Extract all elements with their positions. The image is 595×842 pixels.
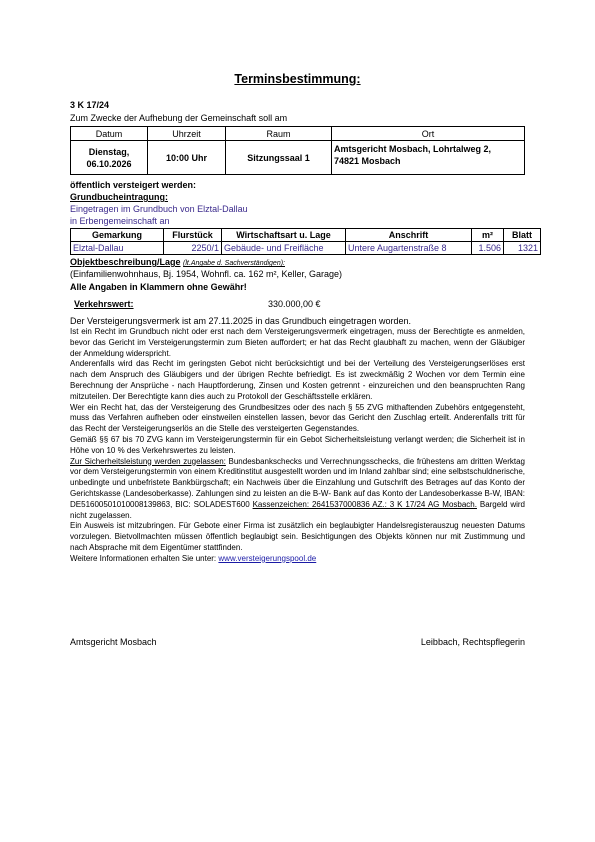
parcel-wirtschaftsart: Gebäude- und Freifläche (222, 242, 346, 255)
page-title: Terminsbestimmung: (234, 72, 361, 86)
legal-text-block (70, 327, 525, 565)
object-description: (Einfamilienwohnhaus, Bj. 1954, Wohnfl. ca. 162 m², Keller, Garage) (70, 269, 342, 279)
info-link[interactable]: www.versteigerungspool.de (218, 553, 317, 563)
object-disclaimer: Alle Angaben in Klammern ohne Gewähr! (70, 282, 247, 292)
parcel-flurstueck: 2250/1 (164, 242, 222, 255)
registration-note: Der Versteigerungsvermerk ist am 27.11.2025 in das Grundbuch eingetragen worden. (70, 316, 412, 326)
parcel-header-flurstueck: Flurstück (164, 229, 222, 242)
parcel-anschrift: Untere Augartenstraße 8 (346, 242, 472, 255)
schedule-table (70, 126, 525, 175)
paragraph-6: Ein Ausweis ist mitzubringen. Für Gebote einer Firma ist zusätzlich ein beglaubigter Handelsregisterauszug neuesten Datums vorzulegen. Bietvollmachten müssen öffentlich beglaubigt sein. Besichtigungen des Objekts können nur mit Zustimmung und nach Absprache mit dem Eigentümer stattfinden. (70, 521, 525, 552)
parcel-header-wirtschaftsart: Wirtschaftsart u. Lage (222, 229, 346, 242)
security-label: Zur Sicherheitsleistung werden zugelassen: (70, 456, 226, 466)
schedule-header-time: Uhrzeit (148, 127, 226, 141)
cash-reference: Kassenzeichen: 2641537000836 AZ.: 3 K 17/24 AG Mosbach. (252, 499, 477, 509)
schedule-place-line2: 74821 Mosbach (334, 156, 401, 166)
table-row (71, 242, 541, 255)
schedule-place-line1: Amtsgericht Mosbach, Lohrtalweg 2, (334, 144, 492, 154)
grundbuch-heading: Grundbucheintragung: (70, 192, 168, 202)
schedule-header-room: Raum (226, 127, 332, 141)
parcel-area: 1.506 (472, 242, 504, 255)
info-label: Weitere Informationen erhalten Sie unter: (70, 553, 219, 563)
paragraph-5 (70, 457, 525, 522)
parcel-header-gemarkung: Gemarkung (71, 229, 164, 242)
parcel-gemarkung: Elztal-Dallau (71, 242, 164, 255)
paragraph-7 (70, 554, 525, 565)
schedule-time: 10:00 Uhr (148, 141, 226, 175)
schedule-date-value: 06.10.2026 (86, 158, 132, 169)
grundbuch-line1: Eingetragen im Grundbuch von Elztal-Dallau (70, 204, 248, 214)
value-label: Verkehrswert: (74, 299, 134, 309)
paragraph-3: Wer ein Recht hat, das der Versteigerung des Grundbesitzes oder des nach § 55 ZVG mithaftenden Zubehörs entgegensteht, muss das Verfahren aufheben oder einstweilen einstellen lassen, bevor das Gericht den Zuschlag erteilt. Anderenfalls tritt für das Recht der Versteigerungserlös an die Stelle des versteigerten Gegenstandes. (70, 402, 525, 434)
schedule-date (71, 141, 148, 175)
footer-court: Amtsgericht Mosbach (70, 637, 157, 647)
paragraph-1: Ist ein Recht im Grundbuch nicht oder erst nach dem Versteigerungsvermerk eingetragen, muss der Berechtigte es anmelden, bevor das Gericht im Versteigerungstermin zum Bieten auffordert; er hat das Recht glaubhaft zu machen, wenn der Gläubiger der Anmeldung widerspricht. (70, 327, 525, 358)
security-tail: Bargeld wird nicht zugelassen. (70, 499, 525, 520)
paragraph-2: Anderenfalls wird das Recht im geringsten Gebot nicht berücksichtigt und bei der Verteilung des Versteigerungserlöses erst nach dem Anspruch des Gläubigers und der übrigen Rechte befriedigt. Es ist zweckmäßig 2 Wochen vor dem Termin eine Berechnung der Ansprüche - nach Hauptforderung, Zinsen und Kosten getrennt - einzureichen und den beanspruchten Rang mitzuteilen. Der Berechtigte kann dies auch zu Protokoll der Geschäftsstelle erklären. (70, 359, 525, 401)
paragraph-4: Gemäß §§ 67 bis 70 ZVG kann im Versteigerungstermin für ein Gebot Sicherheitsleistung verlangt werden; die Sicherheit ist in Höhe von 10 % des Verkehrswertes zu leisten. (70, 434, 525, 455)
schedule-header-date: Datum (71, 127, 148, 141)
parcel-blatt: 1321 (504, 242, 541, 255)
parcel-header-area: m² (472, 229, 504, 242)
object-heading-note: (lt.Angabe d. Sachverständigen): (183, 260, 285, 267)
schedule-date-weekday: Dienstag, (88, 146, 130, 157)
schedule-header-place: Ort (332, 127, 525, 141)
value-amount: 330.000,00 € (268, 299, 321, 309)
schedule-room: Sitzungssaal 1 (226, 141, 332, 175)
footer-officer: Leibbach, Rechtspflegerin (420, 637, 525, 647)
case-number: 3 K 17/24 (70, 100, 110, 110)
parcel-header-anschrift: Anschrift (346, 229, 472, 242)
security-text: Bundesbankschecks und Verrechnungsschecks, die frühestens am dritten Werktag vor dem Versteigerungstermin von einem Kreditinstitut ausgestellt worden und im Inland zahlbar sind; eine selbstschuldnerische, unbedingte und unbefristete Bankbürgschaft; ein Nachweis über die Einzahlung und Gutschrift des Betrages auf das Konto der Gerichtskasse (Landesoberkasse). Zahlungen sind zu leisten an die B-W- Bank auf das Konto der Landesoberkasse B-W, IBAN: DE51600501010008139863, BIC: SOLADEST600 (70, 456, 526, 509)
intro-text: Zum Zwecke der Aufhebung der Gemeinschaft soll am (70, 113, 288, 123)
auction-note: öffentlich versteigert werden: (70, 180, 197, 190)
object-heading: Objektbeschreibung/Lage (70, 257, 181, 267)
parcel-table (70, 228, 541, 255)
object-heading-line (70, 257, 285, 269)
schedule-place (332, 141, 525, 175)
grundbuch-line2: in Erbengemeinschaft an (70, 216, 170, 226)
parcel-header-blatt: Blatt (504, 229, 541, 242)
